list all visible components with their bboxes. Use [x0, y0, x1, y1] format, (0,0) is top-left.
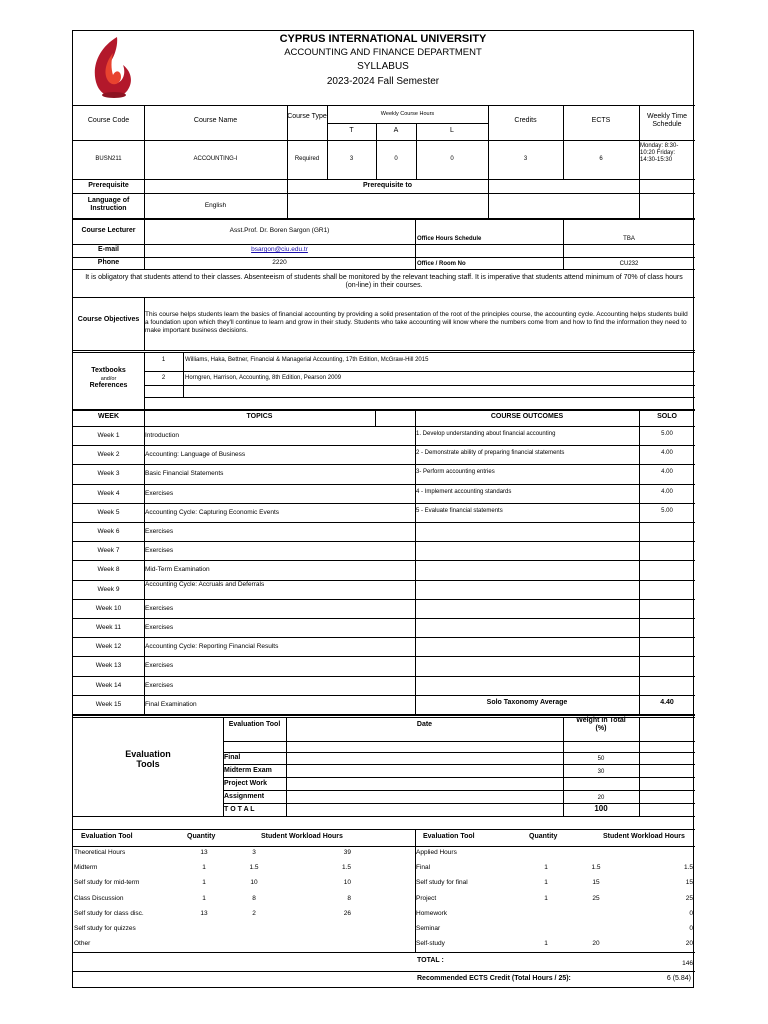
workload-total: 1.5 — [683, 864, 693, 872]
phone-label: Phone — [97, 259, 120, 266]
evaluation-tool-name: Project Work — [224, 780, 268, 787]
workload-item: Other — [74, 940, 91, 948]
workload-item: Theoretical Hours — [74, 849, 126, 856]
week-topic: Mid-Term Examination — [145, 566, 210, 574]
week-number: Week 8 — [97, 566, 120, 574]
week-topic: Exercises — [145, 624, 174, 631]
week-column-header: WEEK — [98, 413, 119, 420]
week-number: Week 13 — [95, 662, 122, 670]
workload-item: Midterm — [74, 864, 98, 872]
course-type-value: Required — [294, 156, 320, 162]
week-number: Week 14 — [95, 681, 122, 689]
workload-hours-header: Student Workload Hours — [261, 833, 343, 840]
workload-quantity: 1 — [544, 894, 548, 902]
week-topic: Exercises — [145, 662, 174, 670]
workload-total: 10 — [343, 879, 351, 887]
week-number: Week 3 — [97, 470, 120, 478]
document-type: SYLLABUS — [357, 61, 409, 72]
workload-total: 8 — [347, 894, 351, 902]
workload-hours: 1.5 — [249, 864, 259, 872]
objectives-text: This course helps students learn the basics of financial accounting by providing a solid presentation of the root of the principles course, the accounting cycle. Accounting helps students build a foundation upon which they'll continue to learn and grow in their study. Students who take accounting will know where the numbers come from and how to find the information they need to make important business decisions. — [145, 311, 688, 334]
department-name: ACCOUNTING AND FINANCE DEPARTMENT — [284, 47, 482, 58]
workload-quantity: 1 — [544, 940, 548, 948]
semester-title: 2023-2024 Fall Semester — [326, 76, 440, 87]
workload-quantity: 13 — [200, 849, 208, 856]
evaluation-weight-header: Weight In Total (%) — [576, 717, 626, 732]
objectives-label: Course Objectives — [77, 316, 140, 323]
workload-quantity: 1 — [544, 879, 548, 887]
solo-score: 4.00 — [661, 450, 673, 457]
workload-item: Final — [416, 864, 431, 872]
course-outcome: 2 - Demonstrate ability of preparing financial statements — [416, 450, 565, 457]
course-code-header: Course Code — [87, 117, 130, 124]
workload-quantity: 1 — [544, 864, 548, 872]
week-number: Week 10 — [95, 604, 122, 612]
textbook-number: 1 — [161, 357, 166, 363]
course-outcome: 5 - Evaluate financial statements — [416, 507, 503, 514]
evaluation-tool-header: Evaluation Tool — [228, 721, 281, 728]
workload-item: Seminar — [416, 925, 441, 932]
textbooks-and-or-label: and/or — [100, 376, 117, 382]
workload-quantity: 1 — [202, 879, 206, 887]
evaluation-weight: 30 — [597, 769, 605, 775]
language-value: English — [204, 202, 227, 209]
evaluation-tool-name: Midterm Exam — [224, 767, 272, 774]
textbook-number: 2 — [161, 375, 166, 381]
ects-value: 6 — [599, 156, 603, 162]
workload-hours: 8 — [252, 894, 256, 902]
week-number: Week 6 — [97, 528, 120, 535]
workload-item: Self study for mid-term — [74, 879, 140, 887]
workload-item: Self study for class disc. — [74, 909, 144, 917]
email-link[interactable]: bsargon@ciu.edu.tr — [251, 246, 308, 253]
week-topic: Exercises — [145, 681, 174, 689]
references-label: References — [89, 382, 128, 389]
t-hours-header: T — [349, 127, 354, 134]
t-hours-value: 3 — [349, 156, 354, 162]
workload-total: 0 — [689, 925, 693, 932]
solo-column-header: SOLO — [657, 413, 677, 420]
workload-tool-header: Evaluation Tool — [81, 833, 133, 840]
evaluation-date-header: Date — [416, 721, 433, 728]
workload-hours: 25 — [592, 894, 600, 902]
workload-item: Applied Hours — [416, 849, 457, 856]
workload-total: 15 — [685, 879, 693, 887]
workload-quantity-header: Quantity — [187, 833, 216, 840]
week-topic: Exercises — [145, 489, 174, 497]
prerequisite-label: Prerequisite — [88, 182, 129, 189]
attendance-note: It is obligatory that students attend to their classes. Absenteeism of students shall be monitored by the relevant teaching staff. It is imperative that students attend minimum of 70% of class hours (on-line) in their courses. — [85, 274, 683, 289]
workload-item: Self study for quizzes — [74, 925, 136, 932]
office-room-value: CU232 — [619, 261, 639, 267]
email-label: E-mail — [97, 246, 119, 253]
week-number: Week 4 — [97, 489, 120, 497]
university-name: CYPRUS INTERNATIONAL UNIVERSITY — [279, 33, 487, 45]
outcomes-column-header: COURSE OUTCOMES — [490, 413, 564, 420]
solo-score: 5.00 — [661, 507, 673, 514]
week-number: Week 12 — [95, 643, 122, 651]
lecturer-value: Asst.Prof. Dr. Boren Sargon (GR1) — [229, 227, 330, 234]
solo-score: 4.00 — [661, 469, 673, 476]
evaluation-tools-label: Evaluation Tools — [125, 749, 171, 769]
language-label: Language of Instruction — [87, 197, 130, 212]
workload-quantity: 1 — [202, 894, 206, 902]
workload-hours: 10 — [250, 879, 258, 887]
workload-total: 25 — [685, 894, 693, 902]
workload-quantity-header: Quantity — [529, 833, 558, 840]
week-topic: Final Examination — [145, 700, 197, 708]
time-schedule-header: Weekly Time Schedule — [647, 113, 687, 128]
workload-quantity: 13 — [200, 909, 208, 917]
solo-score: 5.00 — [661, 431, 673, 437]
evaluation-weight: 20 — [597, 795, 605, 801]
course-outcome: 4 - Implement accounting standards — [416, 488, 512, 495]
evaluation-weight: 50 — [597, 756, 605, 762]
workload-item: Homework — [416, 909, 448, 917]
workload-hours: 20 — [592, 940, 600, 948]
evaluation-tool-name: Final — [224, 754, 241, 761]
workload-tool-header: Evaluation Tool — [423, 833, 475, 840]
workload-total: 20 — [685, 940, 693, 948]
week-topic: Basic Financial Statements — [145, 470, 224, 478]
solo-score: 4.00 — [661, 488, 673, 495]
workload-hours: 3 — [252, 849, 256, 856]
textbook-entry: Williams, Haka, Bettner, Financial & Managerial Accounting, 17th Edition, McGraw-Hill 2015 — [185, 357, 429, 363]
topics-column-header: TOPICS — [246, 413, 273, 420]
week-topic: Accounting: Language of Business — [145, 451, 246, 459]
workload-item: Class Discussion — [74, 894, 124, 902]
syllabus-sheet — [72, 30, 694, 988]
week-number: Week 15 — [95, 700, 122, 708]
workload-total-label: TOTAL : — [417, 957, 444, 964]
workload-total: 39 — [343, 849, 351, 856]
workload-hours: 15 — [592, 879, 600, 887]
weekly-hours-header: Weekly Course Hours — [380, 111, 435, 117]
l-hours-value: 0 — [450, 156, 454, 162]
solo-average-label: Solo Taxonomy Average — [486, 699, 568, 706]
office-hours-value: TBA — [623, 236, 635, 242]
workload-hours-header: Student Workload Hours — [603, 833, 685, 840]
workload-item: Self-study — [416, 940, 445, 948]
office-hours-label: Office Hours Schedule — [417, 236, 482, 242]
week-number: Week 9 — [97, 585, 120, 593]
course-name-header: Course Name — [193, 117, 238, 124]
l-hours-header: L — [450, 127, 454, 134]
evaluation-tool-name: Assignment — [224, 793, 265, 800]
a-hours-value: 0 — [394, 156, 398, 162]
workload-item: Project — [416, 894, 437, 902]
week-number: Week 5 — [97, 508, 120, 516]
course-code-value: BUSN211 — [95, 156, 122, 162]
credits-value: 3 — [523, 156, 528, 162]
week-topic: Exercises — [145, 547, 174, 555]
week-topic: Exercises — [145, 528, 174, 535]
week-number: Week 7 — [97, 547, 120, 555]
workload-quantity: 1 — [202, 864, 206, 872]
evaluation-total-value: 100 — [594, 804, 608, 813]
workload-total: 26 — [343, 909, 351, 917]
course-name-value: ACCOUNTING-I — [193, 156, 238, 162]
university-flame-logo-icon — [87, 35, 137, 103]
course-type-header: Course Type — [287, 113, 327, 120]
a-hours-header: A — [393, 127, 399, 134]
week-topic: Exercises — [145, 604, 174, 612]
credits-header: Credits — [514, 117, 537, 124]
ects-credit-value: 6 (5.84) — [666, 975, 691, 982]
time-schedule-value: Monday: 8:30-10:20 Friday: 14:30-15:30 — [640, 143, 679, 163]
phone-value: 2220 — [272, 259, 287, 266]
textbooks-label: Textbooks — [91, 367, 126, 374]
office-room-label: Office / Room No — [417, 261, 466, 267]
evaluation-total-label: T O T A L — [224, 806, 255, 813]
week-topic: Accounting Cycle: Capturing Economic Events — [145, 508, 280, 516]
week-topic: Accounting Cycle: Accruals and Deferrals — [145, 580, 265, 588]
workload-total: 0 — [689, 909, 693, 917]
solo-average-value: 4.40 — [660, 699, 674, 706]
workload-hours: 1.5 — [591, 864, 601, 872]
week-number: Week 1 — [97, 432, 120, 439]
textbook-entry: Horngren, Harrison, Accounting, 8th Edition, Pearson 2009 — [185, 375, 342, 381]
workload-item: Self study for final — [416, 879, 468, 887]
lecturer-label: Course Lecturer — [81, 227, 136, 234]
ects-header: ECTS — [591, 117, 611, 124]
week-number: Week 11 — [95, 624, 122, 631]
ects-credit-label: Recommended ECTS Credit (Total Hours / 25): — [417, 975, 571, 982]
week-topic: Accounting Cycle: Reporting Financial Results — [145, 643, 279, 651]
workload-total-value: 146 — [682, 960, 693, 967]
week-number: Week 2 — [97, 451, 120, 459]
workload-hours: 2 — [252, 909, 256, 917]
workload-total: 1.5 — [341, 864, 351, 872]
course-outcome: 1. Develop understanding about financial accounting — [416, 431, 556, 437]
course-outcome: 3- Perform accounting entries — [416, 469, 495, 476]
week-topic: Introduction — [145, 432, 179, 439]
prerequisite-to-label: Prerequisite to — [362, 182, 412, 189]
